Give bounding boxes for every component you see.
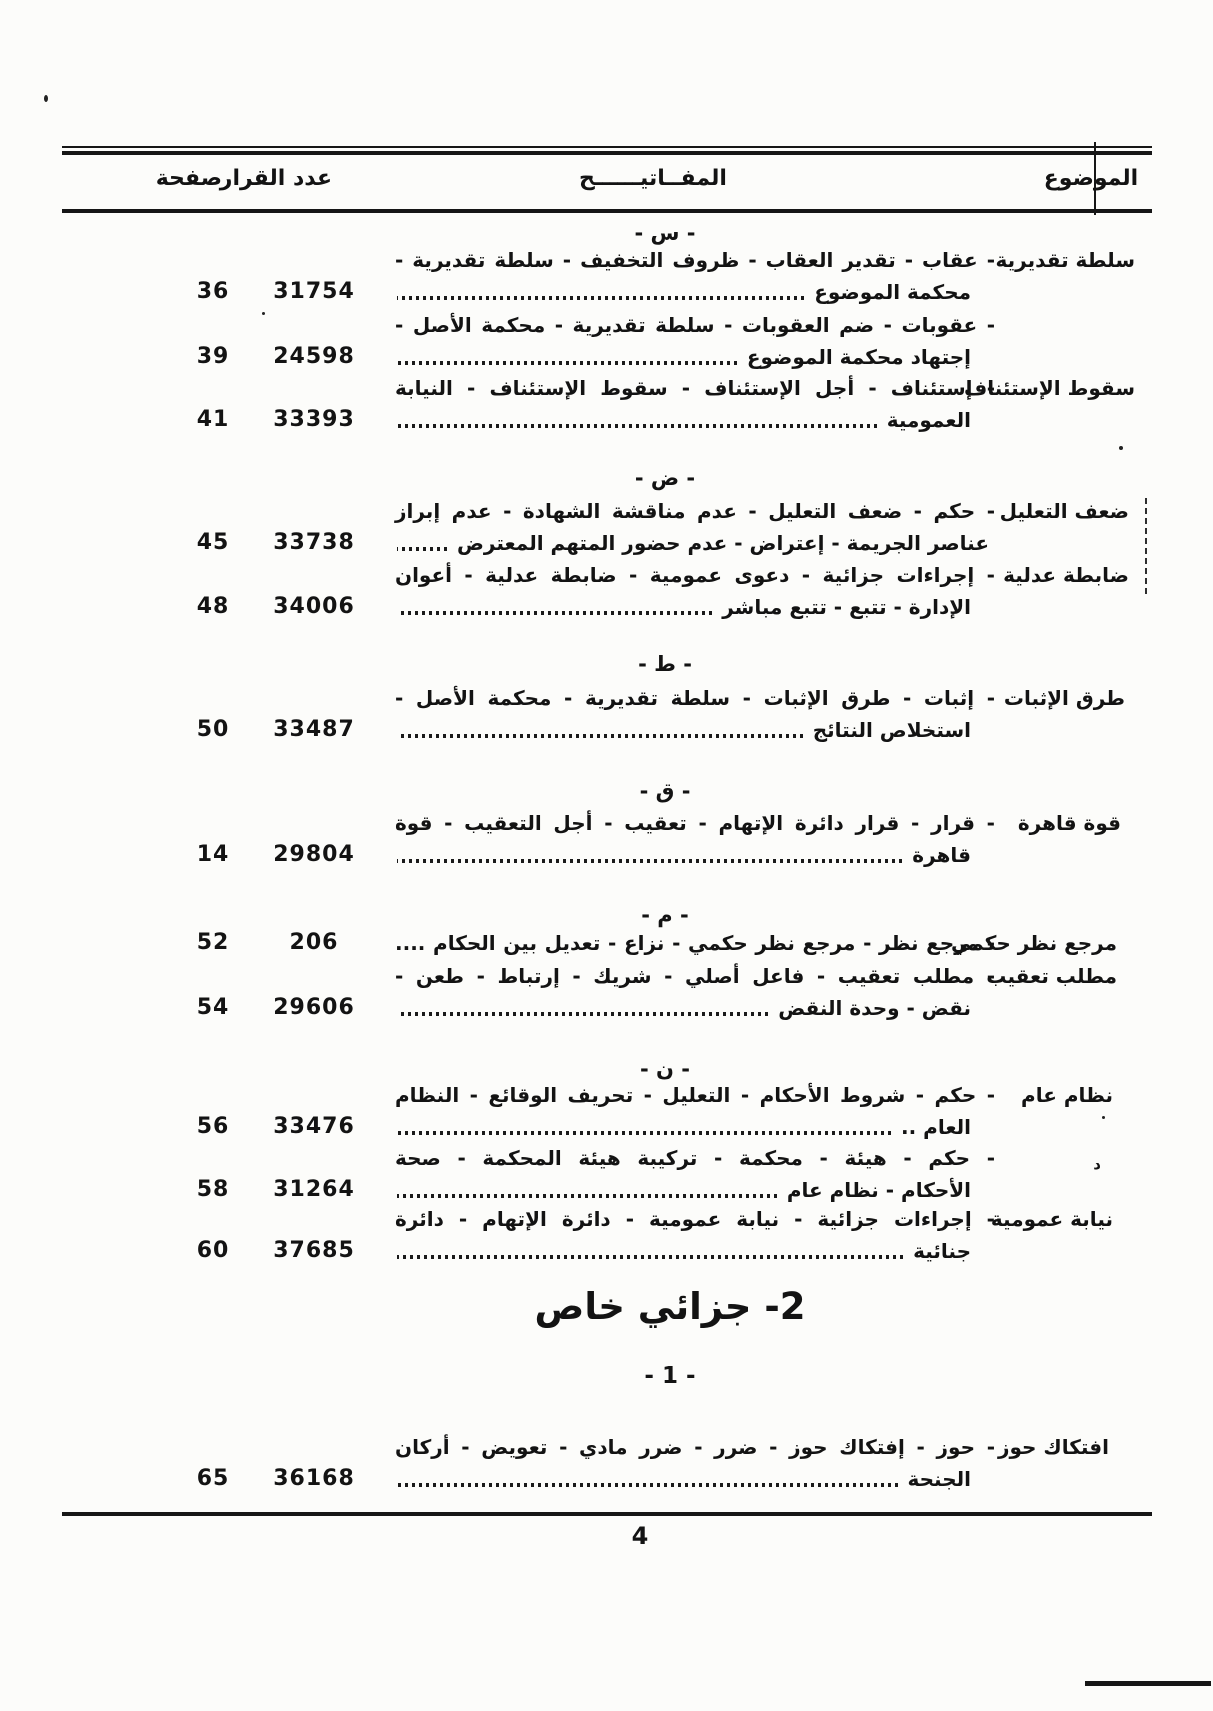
toc-keys-line1: - مرجع نظر - مرجع نظر حكمي - نزاع - تعديل بين الحكام .... (395, 931, 995, 955)
toc-subject: مرجع نظر حكمي (951, 931, 1117, 955)
toc-subject: نيابة عمومية (990, 1207, 1113, 1231)
scan-speck (1102, 1116, 1105, 1119)
page-number: 39 (196, 344, 230, 369)
decision-number: 37685 (273, 1238, 355, 1263)
toc-subject: طرق الإثبات (1003, 686, 1125, 710)
toc-keys-line2 (395, 716, 995, 744)
column-header-decision: عدد القرار (219, 166, 332, 191)
toc-keys-line2 (395, 406, 995, 434)
decision-number: 29804 (273, 842, 355, 867)
toc-keys-line2 (395, 1113, 995, 1141)
scan-speck (1119, 446, 1123, 450)
dotted-leader (397, 859, 902, 863)
page-number: 56 (196, 1114, 230, 1139)
header-rule-top-thin (62, 146, 1152, 148)
dotted-leader (397, 547, 447, 551)
toc-keys-line1: - قرار - قرار دائرة الإتهام - تعقيب - أجل التعقيب - قوة (395, 811, 995, 835)
toc-keys-line2 (395, 1237, 995, 1265)
dotted-leader (397, 1131, 891, 1135)
dotted-leader (397, 734, 803, 738)
toc-keys-line1: - حكم - ضعف التعليل - عدم مناقشة الشهادة - عدم إبراز (395, 499, 995, 523)
toc-keys-line2-text: قاهرة (912, 843, 971, 867)
section-letter: - ض - (634, 466, 696, 490)
part-subheading: - 1 - (644, 1363, 696, 1389)
toc-keys-line2 (395, 841, 995, 869)
toc-keys-line2-text: الأحكام - نظام عام (786, 1178, 971, 1202)
toc-keys-line1: - إثبات - طرق الإثبات - سلطة تقديرية - محكمة الأصل - (395, 686, 995, 710)
scan-speck (262, 312, 265, 315)
column-header-keys: المفــاتيــــــح (579, 166, 727, 191)
toc-keys-line2 (395, 593, 995, 621)
toc-keys-line2-text: العام .. (901, 1115, 971, 1139)
scan-speck (44, 95, 48, 102)
toc-keys-line1: - إجراءات جزائية - دعوى عمومية - ضابطة عدلية - أعوان (395, 563, 995, 587)
margin-dashed-mark (1145, 498, 1147, 594)
toc-keys-line2 (395, 529, 995, 557)
decision-number: 31754 (273, 279, 355, 304)
toc-keys-line1: - عقوبات - ضم العقوبات - سلطة تقديرية - محكمة الأصل - (395, 313, 995, 337)
toc-subject: افتكاك حوز (997, 1435, 1109, 1459)
toc-keys-line2 (395, 994, 995, 1022)
header-rule-bottom (62, 209, 1152, 213)
decision-number: 31264 (273, 1177, 355, 1202)
toc-keys-line2-text: الإدارة - تتبع - تتبع مباشر (722, 595, 971, 619)
page-number: 58 (196, 1177, 230, 1202)
page-number: 14 (196, 842, 230, 867)
toc-keys-line1: - مطلب تعقيب - فاعل أصلي - شريك - إرتباط - طعن - (395, 964, 995, 988)
dotted-leader (397, 1483, 898, 1487)
page-number: 45 (196, 530, 230, 555)
decision-number: 206 (289, 930, 339, 955)
toc-subject: د (1093, 1155, 1101, 1173)
column-header-subject: الموضوع (1043, 166, 1139, 191)
column-header-page: صفحة (155, 166, 222, 191)
toc-subject: نظام عام (1021, 1083, 1113, 1107)
toc-keys-line2 (395, 343, 995, 371)
toc-keys-line2-text: عناصر الجريمة - إعتراض - عدم حضور المتهم المعترض (456, 531, 989, 555)
toc-subject: ضابطة عدلية (1003, 563, 1129, 587)
dotted-leader (397, 1194, 777, 1198)
toc-subject: قوة قاهرة (1017, 811, 1121, 835)
dotted-leader (397, 1255, 903, 1259)
toc-keys-line1: - حوز - إفتكاك حوز - ضرر - ضرر مادي - تعويض - أركان (395, 1435, 995, 1459)
page-number: 36 (196, 279, 230, 304)
toc-keys-line2 (395, 278, 995, 306)
footer-page-number: 4 (631, 1522, 649, 1550)
toc-keys-line2-text: جنائية (913, 1239, 971, 1263)
toc-keys-line2 (395, 1465, 995, 1493)
dotted-leader (397, 296, 804, 300)
page-number: 50 (196, 717, 230, 742)
toc-keys-line2 (395, 1176, 995, 1204)
decision-number: 33476 (273, 1114, 355, 1139)
page-number: 65 (196, 1466, 230, 1491)
toc-keys-line1: - إجراءات جزائية - نيابة عمومية - دائرة الإتهام - دائرة (395, 1207, 995, 1231)
toc-keys-line1: - حكم - هيئة - محكمة - تركيبة هيئة المحكمة - صحة (395, 1146, 995, 1170)
toc-keys-line2-text: الجنحة (907, 1467, 971, 1491)
toc-keys-line1: - إستئناف - أجل الإستئناف - سقوط الإستئناف - النيابة (395, 376, 995, 400)
section-letter: - س - (634, 221, 696, 245)
page-number: 41 (196, 407, 230, 432)
part-heading: 2- جزائي خاص (534, 1285, 806, 1328)
toc-keys-line2-text: استخلاص النتائج (812, 718, 971, 742)
toc-keys-line1: - عقاب - تقدير العقاب - ظروف التخفيف - سلطة تقديرية - (395, 248, 995, 272)
header-rule-top (62, 151, 1152, 155)
toc-keys-line1: - حكم - شروط الأحكام - التعليل - تحريف الوقائع - النظام (395, 1083, 995, 1107)
decision-number: 33487 (273, 717, 355, 742)
decision-number: 36168 (273, 1466, 355, 1491)
section-letter: - ق - (639, 779, 691, 803)
toc-subject: سقوط الإستئناف (964, 376, 1135, 400)
toc-subject: سلطة تقديرية (995, 248, 1135, 272)
page-number: 60 (196, 1238, 230, 1263)
toc-keys-line2-text: محكمة الموضوع (814, 280, 971, 304)
page-number: 48 (196, 594, 230, 619)
decision-number: 34006 (273, 594, 355, 619)
toc-keys-line2-text: العمومية (886, 408, 971, 432)
page-number: 52 (196, 930, 230, 955)
decision-number: 33393 (273, 407, 355, 432)
decision-number: 33738 (273, 530, 355, 555)
toc-subject: ضعف التعليل (999, 499, 1129, 523)
bottom-right-scan-bar (1085, 1681, 1211, 1686)
section-letter: - ن - (640, 1057, 690, 1081)
decision-number: 24598 (273, 344, 355, 369)
toc-keys-line2-text: إجتهاد محكمة الموضوع (746, 345, 971, 369)
decision-number: 29606 (273, 995, 355, 1020)
dotted-leader (397, 361, 737, 365)
toc-subject: مطلب تعقيب (986, 964, 1117, 988)
section-letter: - ط - (638, 652, 692, 676)
toc-keys-line2-text: نقض - وحدة النقض (778, 996, 971, 1020)
page-number: 54 (196, 995, 230, 1020)
section-letter: - م - (641, 903, 689, 927)
dotted-leader (397, 611, 712, 615)
footer-rule (62, 1512, 1152, 1516)
dotted-leader (397, 424, 877, 428)
dotted-leader (397, 1012, 768, 1016)
